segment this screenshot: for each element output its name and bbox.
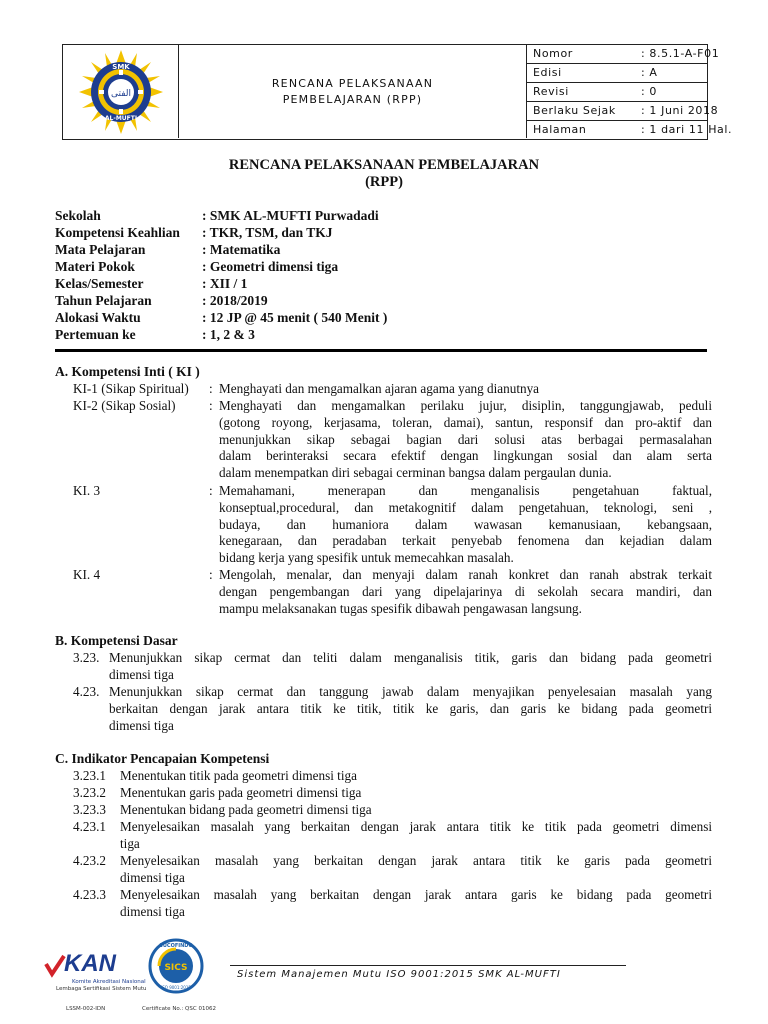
indicator-text	[120, 819, 712, 853]
ki-label: KI. 3	[73, 483, 101, 498]
indicator-number: 3.23.3	[73, 802, 106, 817]
indicator-number: 4.23.1	[73, 819, 106, 834]
kan-check-icon	[44, 954, 66, 978]
kan-subtitle1: Komite Akreditasi Nasional	[72, 979, 146, 985]
identity-label: Pertemuan ke	[55, 327, 136, 342]
indicator-line: Menyelesaikan masalah yang berkaitan dengan jarak antara titik ke titik pada geometri dimensi	[120, 819, 712, 834]
identity-label: Kompetensi Keahlian	[55, 225, 180, 240]
indicator-item	[0, 819, 768, 853]
ki-line: mampu melaksanakan tugas spesifik dibawah pengawasan langsung.	[219, 600, 582, 616]
kd-line: dimensi tiga	[109, 717, 174, 733]
logo-cell	[63, 45, 179, 138]
identity-value: : XII / 1	[202, 276, 248, 291]
ki-line: menunjukkan sikap sebagai bagian dari solusi atas berbagai permasalahan	[219, 431, 712, 447]
header-title	[179, 45, 527, 138]
meta-value: : 8.5.1-A-F01	[641, 47, 720, 60]
header-meta	[527, 45, 733, 138]
indicator-line: Menentukan bidang pada geometri dimensi tiga	[120, 802, 372, 817]
meta-row-nomor	[527, 45, 720, 64]
kd-text	[109, 684, 712, 734]
ki-line: Menghayati dan mengamalkan ajaran agama yang dianutnya	[219, 381, 540, 396]
ki-item	[0, 381, 768, 398]
kan-logo	[44, 946, 147, 1020]
indicator-item	[0, 802, 768, 819]
ki-line: kenegaraan, dan peradaban terkait penyebab fenomena dan kejadian dalam	[219, 533, 712, 549]
meta-key: Berlaku Sejak	[533, 104, 616, 117]
header-title-line2: PEMBELAJARAN (RPP)	[282, 92, 423, 106]
kd-line: Menunjukkan sikap cermat dan teliti dalam menganalisis titik, garis dan bidang pada geometri	[109, 650, 712, 665]
ki-text	[219, 398, 712, 482]
header-table	[62, 44, 733, 140]
ki-item	[0, 483, 768, 568]
sucofindo-badge: SICS	[164, 963, 188, 973]
indicator-line: Menyelesaikan masalah yang berkaitan dengan jarak antara garis ke bidang pada geometri	[120, 887, 712, 902]
meta-key: Edisi	[533, 66, 562, 79]
meta-value: : A	[641, 66, 658, 79]
doc-title-line2: (RPP)	[365, 174, 403, 190]
indicator-item	[0, 785, 768, 802]
identity-value: : 12 JP @ 45 menit ( 540 Menit )	[202, 310, 388, 325]
kd-line: dimensi tiga	[109, 666, 174, 682]
ki-line: dengan pengembangan dari yang dipelajarinya di sekolah secara mandiri, dan	[219, 583, 712, 599]
footer-text: Sistem Manajemen Mutu ISO 9001:2015 SMK AL-MUFTI	[237, 969, 561, 980]
sucofindo-name: SUCOFINDO	[159, 943, 193, 949]
ki-line: dalam menempatkan diri sebagai cerminan bangsa dalam pergaulan dunia.	[219, 465, 612, 481]
meta-row-edisi	[527, 64, 707, 83]
indicator-line: tiga	[120, 835, 140, 851]
kan-logo-text: KAN	[64, 950, 116, 977]
ki-line: Memahamani, menerapan dan menganalisis pengetahuan faktual,	[219, 483, 712, 498]
identity-label: Kelas/Semester	[55, 276, 144, 291]
ki-line: (gotong royong, kerjasama, toleran, damai), santun, responsif dan pro-aktif dan	[219, 414, 712, 430]
indicator-text	[120, 802, 712, 819]
meta-row-halaman	[527, 121, 733, 138]
ki-colon: :	[209, 483, 213, 498]
indicator-line: dimensi tiga	[120, 903, 185, 919]
identity-value: : 1, 2 & 3	[202, 327, 255, 342]
indicator-text	[120, 785, 712, 802]
ki-text	[219, 381, 712, 398]
ki-line: Menghayati dan mengamalkan perilaku jujur, disiplin, tanggungjawab, peduli	[219, 398, 712, 413]
ki-text	[219, 483, 712, 567]
kd-line: Menunjukkan sikap cermat dan tanggung jawab dalam menyajikan penyelesaian masalah yang	[109, 684, 712, 699]
sucofindo-standard: ISO 9001:2015	[161, 985, 191, 990]
ki-item	[0, 567, 768, 618]
ki-line: Mengolah, menalar, dan menyaji dalam ranah konkret dan ranah abstrak terkait	[219, 567, 712, 582]
divider	[55, 349, 707, 352]
meta-key: Nomor	[533, 47, 573, 60]
kd-item	[0, 650, 768, 684]
meta-row-revisi	[527, 83, 707, 102]
ki-label: KI-1 (Sikap Spiritual)	[73, 381, 189, 396]
indicator-number: 3.23.2	[73, 785, 106, 800]
logo-bottom-text: AL-MUFTI	[104, 115, 138, 122]
ki-text	[219, 567, 712, 617]
indicator-line: Menyelesaikan masalah yang berkaitan dengan jarak antara titik ke garis pada geometri	[120, 853, 712, 868]
indicator-line: dimensi tiga	[120, 869, 185, 885]
indicator-text	[120, 768, 712, 785]
identity-value: : TKR, TSM, dan TKJ	[202, 225, 333, 240]
footer-rule	[230, 965, 626, 966]
identity-value: : 2018/2019	[202, 293, 268, 308]
identity-label: Sekolah	[55, 208, 101, 223]
section-a-heading: A. Kompetensi Inti ( KI )	[55, 364, 200, 379]
kd-number: 3.23.	[73, 650, 100, 665]
identity-value: : Matematika	[202, 242, 281, 257]
indicator-number: 3.23.1	[73, 768, 106, 783]
sucofindo-logo	[138, 938, 228, 1022]
kan-subtitle2: Lembaga Sertifikasi Sistem Mutu	[56, 986, 147, 992]
meta-value: : 0	[641, 85, 658, 98]
ki-line: bidang kerja yang spesifik untuk memecahkan masalah.	[219, 550, 514, 566]
ki-item	[0, 398, 768, 483]
kd-text	[109, 650, 712, 684]
indicator-number: 4.23.2	[73, 853, 106, 868]
indicator-item	[0, 768, 768, 785]
indicator-item	[0, 853, 768, 887]
kd-number: 4.23.	[73, 684, 100, 699]
section-b-heading: B. Kompetensi Dasar	[55, 633, 178, 648]
indicator-number: 4.23.3	[73, 887, 106, 902]
indicator-line: Menentukan garis pada geometri dimensi tiga	[120, 785, 362, 800]
kd-item	[0, 684, 768, 735]
meta-value: : 1 dari 11 Hal.	[641, 123, 733, 136]
ki-label: KI-2 (Sikap Sosial)	[73, 398, 176, 413]
sucofindo-seal-icon	[148, 938, 204, 994]
ki-colon: :	[209, 381, 213, 396]
kan-cert-number: LSSM-002-IDN	[66, 1006, 106, 1012]
identity-label: Tahun Pelajaran	[55, 293, 152, 308]
ki-colon: :	[209, 398, 213, 413]
kd-line: berkaitan dengan jarak antara titik ke titik, titik ke garis, dan garis ke bidang pada geometri	[109, 700, 712, 716]
sucofindo-cert-number: Certificate No.: QSC 01062	[142, 1006, 216, 1012]
ki-line: konseptual,procedural, dan metakognitif dalam pengetahuan, teknologi, seni ,	[219, 499, 712, 515]
identity-value: : Geometri dimensi tiga	[202, 259, 339, 274]
ki-label: KI. 4	[73, 567, 101, 582]
section-c-heading: C. Indikator Pencapaian Kompetensi	[55, 751, 270, 766]
meta-key: Halaman	[533, 123, 587, 136]
logo-arabic-text: الفتى	[110, 89, 132, 99]
meta-row-berlaku	[527, 102, 719, 121]
header-title-line1: RENCANA PELAKSANAAN	[271, 76, 434, 90]
identity-label: Materi Pokok	[55, 259, 135, 274]
doc-title-line1: RENCANA PELAKSANAAN PEMBELAJARAN	[228, 157, 540, 173]
identity-value: : SMK AL-MUFTI Purwadadi	[202, 208, 379, 223]
meta-value: : 1 Juni 2018	[641, 104, 719, 117]
identity-label: Alokasi Waktu	[55, 310, 141, 325]
indicator-line: Menentukan titik pada geometri dimensi tiga	[120, 768, 357, 783]
ki-line: dalam berinteraksi secara efektif dengan lingkungan sosial dan alam serta	[219, 448, 712, 464]
indicator-text	[120, 853, 712, 887]
identity-label: Mata Pelajaran	[55, 242, 146, 257]
school-logo	[79, 50, 163, 134]
ki-line: budaya, dan humaniora dalam wawasan kemanusiaan, kebangsaan,	[219, 516, 712, 532]
logo-top-text: SMK	[112, 63, 130, 71]
indicator-item	[0, 887, 768, 921]
ki-colon: :	[209, 567, 213, 582]
indicator-text	[120, 887, 712, 921]
meta-key: Revisi	[533, 85, 569, 98]
